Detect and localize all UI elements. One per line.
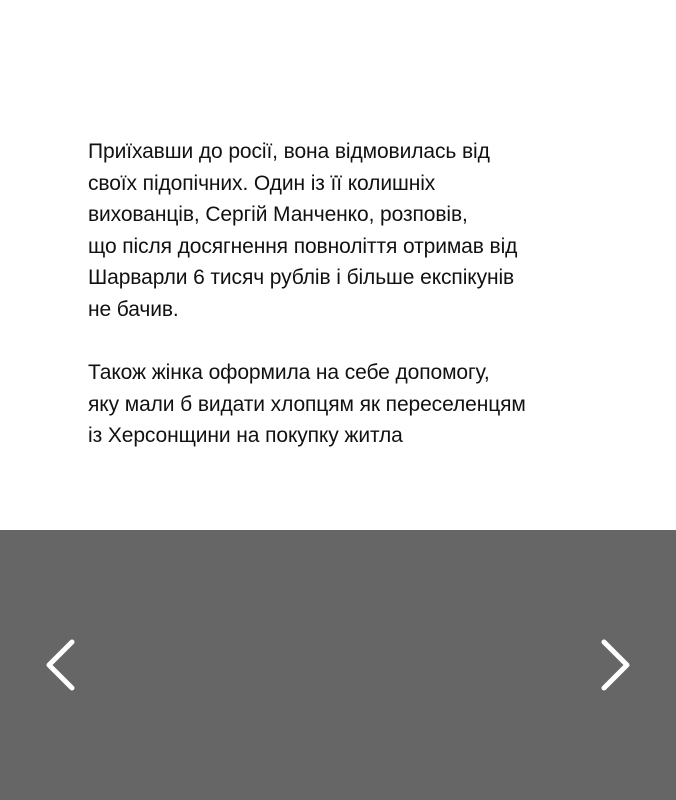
text-line: яку мали б видати хлопцям як переселенцям [88,392,526,416]
paragraph-spacer [88,325,648,357]
paragraph-1 [88,136,648,325]
navigation-bar [0,530,676,800]
text-line: Приїхавши до росії, вона відмовилась від [88,140,490,163]
text-line: вихованців, Сергій Манченко, розповів, [88,203,468,226]
chevron-left-icon [43,639,77,691]
text-line: що після досягнення повноліття отримав від [88,234,518,258]
next-button[interactable] [588,630,644,700]
chevron-right-icon [599,639,633,691]
text-line: Також жінка оформила на себе допомогу, [88,361,490,384]
story-text [88,136,648,452]
text-line: не бачив. [88,297,179,321]
text-line: Шарварли 6 тисяч рублів і більше експікунів [88,266,515,289]
paragraph-2 [88,357,648,452]
text-line: своїх підопічних. Один із її колишніх [88,171,436,195]
text-line: із Херсонщини на покупку житла [88,424,403,447]
previous-button[interactable] [32,630,88,700]
